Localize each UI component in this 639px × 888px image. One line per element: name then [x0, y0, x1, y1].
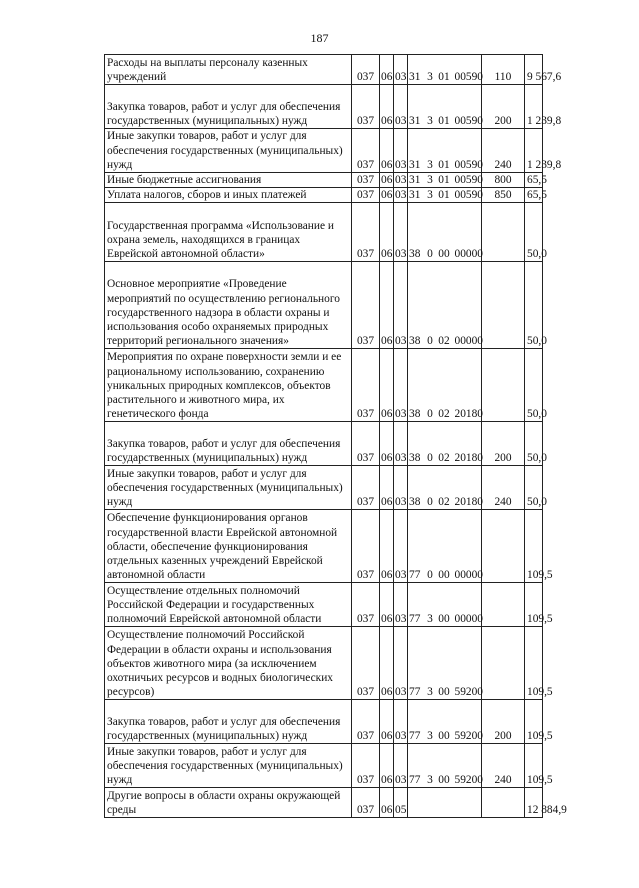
target-article-part: 00590 — [454, 174, 483, 186]
row-name-cell: Закупка товаров, работ и услуг для обеспечения государственных (муниципальных) нужд — [105, 85, 352, 129]
table-row — [105, 422, 593, 466]
target-article-part: 77 — [409, 730, 421, 743]
target-article-part: 00 — [438, 774, 450, 787]
target-article-part: 59200 — [454, 774, 483, 787]
target-article-part: 31 — [409, 114, 421, 127]
target-article-part: 77 — [409, 569, 421, 582]
target-article-part: 3 — [427, 174, 433, 186]
target-article-part: 00590 — [454, 158, 483, 171]
section-cell: 06 — [380, 627, 394, 700]
table-row — [105, 349, 593, 422]
row-name-cell: Закупка товаров, работ и услуг для обеспечения государственных (муниципальных) нужд — [105, 700, 352, 744]
target-article-part: 20180 — [454, 452, 483, 465]
target-article-cell — [408, 85, 482, 129]
glava-cell: 037 — [352, 55, 380, 85]
expense-type-cell — [482, 203, 525, 262]
target-article-part: 59200 — [454, 686, 483, 699]
row-name-cell: Мероприятия по охране поверхности земли и ее рациональному использованию, сохранению уникальных природных комплексов, объектов растительного и животного мира, их генетического фонда — [105, 349, 352, 422]
subsection-cell: 03 — [394, 349, 408, 422]
target-article-part: 31 — [409, 174, 421, 186]
section-cell: 06 — [380, 466, 394, 510]
target-article-part: 00 — [438, 686, 450, 699]
target-article-part: 77 — [409, 613, 421, 626]
target-article-part: 02 — [438, 335, 450, 348]
subsection-cell: 03 — [394, 700, 408, 744]
subsection-cell: 03 — [394, 203, 408, 262]
amount-cell: 1 239,8 — [525, 129, 543, 173]
subsection-cell: 03 — [394, 510, 408, 583]
row-name-cell: Иные закупки товаров, работ и услуг для обеспечения государственных (муниципальных) нужд — [105, 744, 352, 788]
row-name-cell: Обеспечение функционирования органов государственной власти Еврейской автономной области, обеспечение функционирования отдельных казенных учреждений Еврейской автономной области — [105, 510, 352, 583]
section-cell: 06 — [380, 203, 394, 262]
target-article-part: 00 — [438, 248, 450, 261]
expense-type-cell: 240 — [482, 466, 525, 510]
table-row — [105, 627, 593, 700]
section-cell: 06 — [380, 262, 394, 349]
amount-cell: 9 567,6 — [525, 55, 543, 85]
subsection-cell: 03 — [395, 189, 407, 202]
amount-cell: 109,5 — [525, 627, 543, 700]
section-cell: 06 — [380, 788, 394, 818]
glava-cell: 037 — [352, 510, 380, 583]
target-article-part: 0 — [427, 569, 433, 582]
target-article-part: 38 — [409, 452, 421, 465]
expense-type-cell: 240 — [482, 744, 525, 788]
target-article-part: 3 — [427, 70, 433, 83]
glava-cell: 037 — [352, 262, 380, 349]
target-article-part: 3 — [427, 686, 433, 699]
section-cell: 06 — [380, 700, 394, 744]
amount-cell: 12 884,9 — [525, 788, 543, 818]
expense-type-cell: 110 — [482, 55, 525, 85]
glava-cell: 037 — [352, 422, 380, 466]
target-article-part: 0 — [427, 452, 433, 465]
target-article-cell — [408, 583, 482, 627]
row-name-cell: Осуществление отдельных полномочий Российской Федерации и государственных полномочий Еврейской автономной области — [105, 583, 352, 627]
glava-cell: 037 — [352, 85, 380, 129]
target-article-part: 00000 — [454, 335, 483, 348]
section-cell: 06 — [381, 189, 393, 202]
amount-cell: 109,5 — [525, 510, 543, 583]
target-article-part: 3 — [427, 613, 433, 626]
subsection-cell: 03 — [394, 583, 408, 627]
section-cell: 06 — [380, 583, 394, 627]
subsection-cell: 03 — [394, 55, 408, 85]
table-row — [105, 744, 593, 788]
expense-type-cell: 240 — [482, 129, 525, 173]
target-article-part: 59200 — [454, 730, 483, 743]
expense-type-cell — [482, 788, 525, 818]
amount-cell: 50,0 — [525, 466, 543, 510]
amount-cell: 65,5 — [525, 173, 543, 188]
table-row — [105, 788, 593, 818]
target-article-part: 00000 — [454, 613, 483, 626]
target-article-part: 01 — [438, 158, 450, 171]
table-row — [105, 203, 593, 262]
section-cell: 06 — [380, 744, 394, 788]
target-article-part: 38 — [409, 335, 421, 348]
section-cell: 06 — [380, 55, 394, 85]
subsection-cell: 03 — [394, 627, 408, 700]
target-article-part: 3 — [427, 774, 433, 787]
target-article-part: 31 — [409, 189, 421, 202]
target-article-part: 0 — [427, 496, 433, 509]
amount-cell: 50,0 — [525, 422, 543, 466]
page-number: 187 — [310, 31, 329, 45]
target-article-cell — [408, 203, 482, 262]
section-cell: 06 — [381, 174, 393, 186]
expense-type-cell — [482, 627, 525, 700]
target-article-cell — [408, 700, 482, 744]
amount-cell: 1 239,8 — [525, 85, 543, 129]
target-article-part: 01 — [438, 174, 450, 186]
subsection-cell: 03 — [394, 744, 408, 788]
section-cell: 06 — [380, 129, 394, 173]
expense-type-cell: 200 — [482, 700, 525, 744]
row-name-cell: Осуществление полномочий Российской Федерации в области охраны и использования объектов животного мира (за исключением охотничьих ресурсов и водных биологических ресурсов) — [105, 627, 352, 700]
amount-cell: 50,0 — [525, 203, 543, 262]
target-article-part: 31 — [409, 70, 421, 83]
row-name-cell: Уплата налогов, сборов и иных платежей — [105, 188, 352, 203]
row-name-cell: Государственная программа «Использование и охрана земель, находящихся в границах Еврейской автономной области» — [105, 203, 352, 262]
section-cell: 06 — [380, 422, 394, 466]
expense-type-cell: 850 — [482, 188, 525, 203]
row-name-cell: Основное мероприятие «Проведение мероприятий по осуществлению регионального государственного надзора в области охраны и использования особо охраняемых природных территорий регионального значения» — [105, 262, 352, 349]
target-article-cell — [408, 422, 482, 466]
amount-cell: 109,5 — [525, 583, 543, 627]
target-article-part: 02 — [438, 452, 450, 465]
expense-type-cell: 200 — [482, 422, 525, 466]
table-body — [105, 55, 593, 818]
section-cell: 06 — [380, 510, 394, 583]
glava-cell: 037 — [352, 583, 380, 627]
subsection-cell: 03 — [394, 422, 408, 466]
target-article-part: 02 — [438, 496, 450, 509]
section-cell: 06 — [380, 349, 394, 422]
target-article-part: 20180 — [454, 496, 483, 509]
target-article-part: 00000 — [454, 569, 483, 582]
subsection-cell: 03 — [394, 466, 408, 510]
row-name-cell: Другие вопросы в области охраны окружающей среды — [105, 788, 352, 818]
target-article-part: 20180 — [454, 408, 483, 421]
target-article-cell — [408, 188, 482, 203]
target-article-part: 0 — [427, 335, 433, 348]
row-name-cell: Иные закупки товаров, работ и услуг для обеспечения государственных (муниципальных) нужд — [105, 466, 352, 510]
target-article-part: 31 — [409, 158, 421, 171]
subsection-cell: 05 — [394, 788, 408, 818]
table-row — [105, 262, 593, 349]
subsection-cell: 03 — [394, 262, 408, 349]
target-article-cell — [408, 349, 482, 422]
row-name-cell: Иные бюджетные ассигнования — [105, 173, 352, 188]
table-row — [105, 129, 593, 173]
expense-type-cell: 800 — [482, 173, 525, 188]
glava-cell: 037 — [352, 349, 380, 422]
target-article-cell — [408, 744, 482, 788]
target-article-part: 38 — [409, 496, 421, 509]
target-article-cell — [408, 129, 482, 173]
target-article-part: 00000 — [454, 248, 483, 261]
target-article-cell — [408, 788, 482, 818]
glava-cell: 037 — [352, 627, 380, 700]
target-article-part: 00590 — [454, 70, 483, 83]
target-article-part: 00590 — [454, 114, 483, 127]
glava-cell: 037 — [352, 466, 380, 510]
target-article-cell — [408, 55, 482, 85]
amount-cell: 50,0 — [525, 349, 543, 422]
table-row — [105, 510, 593, 583]
expense-type-cell — [482, 262, 525, 349]
target-article-part: 38 — [409, 248, 421, 261]
amount-cell: 50,0 — [525, 262, 543, 349]
target-article-part: 38 — [409, 408, 421, 421]
target-article-part: 01 — [438, 189, 450, 202]
glava-cell: 037 — [352, 173, 380, 188]
glava-cell: 037 — [352, 788, 380, 818]
table-row — [105, 700, 593, 744]
target-article-part: 3 — [427, 730, 433, 743]
row-name-cell: Расходы на выплаты персоналу казенных учреждений — [105, 55, 352, 85]
target-article-part: 01 — [438, 114, 450, 127]
target-article-part: 3 — [427, 189, 433, 202]
expense-type-cell — [482, 583, 525, 627]
amount-cell: 109,5 — [525, 744, 543, 788]
amount-cell: 65,5 — [525, 188, 543, 203]
table-row — [105, 188, 593, 203]
target-article-part: 00 — [438, 730, 450, 743]
target-article-part: 3 — [427, 158, 433, 171]
target-article-part: 77 — [409, 774, 421, 787]
glava-cell: 037 — [352, 744, 380, 788]
target-article-part: 01 — [438, 70, 450, 83]
target-article-part: 00 — [438, 613, 450, 626]
expense-type-cell — [482, 349, 525, 422]
target-article-cell — [408, 466, 482, 510]
table-row — [105, 55, 593, 85]
expense-type-cell — [482, 510, 525, 583]
amount-cell: 109,5 — [525, 700, 543, 744]
glava-cell: 037 — [352, 203, 380, 262]
section-cell: 06 — [380, 85, 394, 129]
target-article-part: 02 — [438, 408, 450, 421]
table-row — [105, 173, 593, 188]
target-article-part: 0 — [427, 408, 433, 421]
glava-cell: 037 — [352, 129, 380, 173]
target-article-part: 00590 — [454, 189, 483, 202]
target-article-cell — [408, 627, 482, 700]
glava-cell: 037 — [352, 700, 380, 744]
table-row — [105, 583, 593, 627]
target-article-part: 3 — [427, 114, 433, 127]
table-row — [105, 85, 593, 129]
target-article-cell — [408, 173, 482, 188]
expense-type-cell: 200 — [482, 85, 525, 129]
budget-table — [104, 54, 593, 818]
row-name-cell: Иные закупки товаров, работ и услуг для обеспечения государственных (муниципальных) нужд — [105, 129, 352, 173]
subsection-cell: 03 — [394, 129, 408, 173]
target-article-cell — [408, 510, 482, 583]
table-row — [105, 466, 593, 510]
target-article-part: 77 — [409, 686, 421, 699]
target-article-cell — [408, 262, 482, 349]
target-article-part: 0 — [427, 248, 433, 261]
row-name-cell: Закупка товаров, работ и услуг для обеспечения государственных (муниципальных) нужд — [105, 422, 352, 466]
subsection-cell: 03 — [394, 85, 408, 129]
target-article-part: 00 — [438, 569, 450, 582]
glava-cell: 037 — [352, 188, 380, 203]
subsection-cell: 03 — [395, 174, 407, 186]
